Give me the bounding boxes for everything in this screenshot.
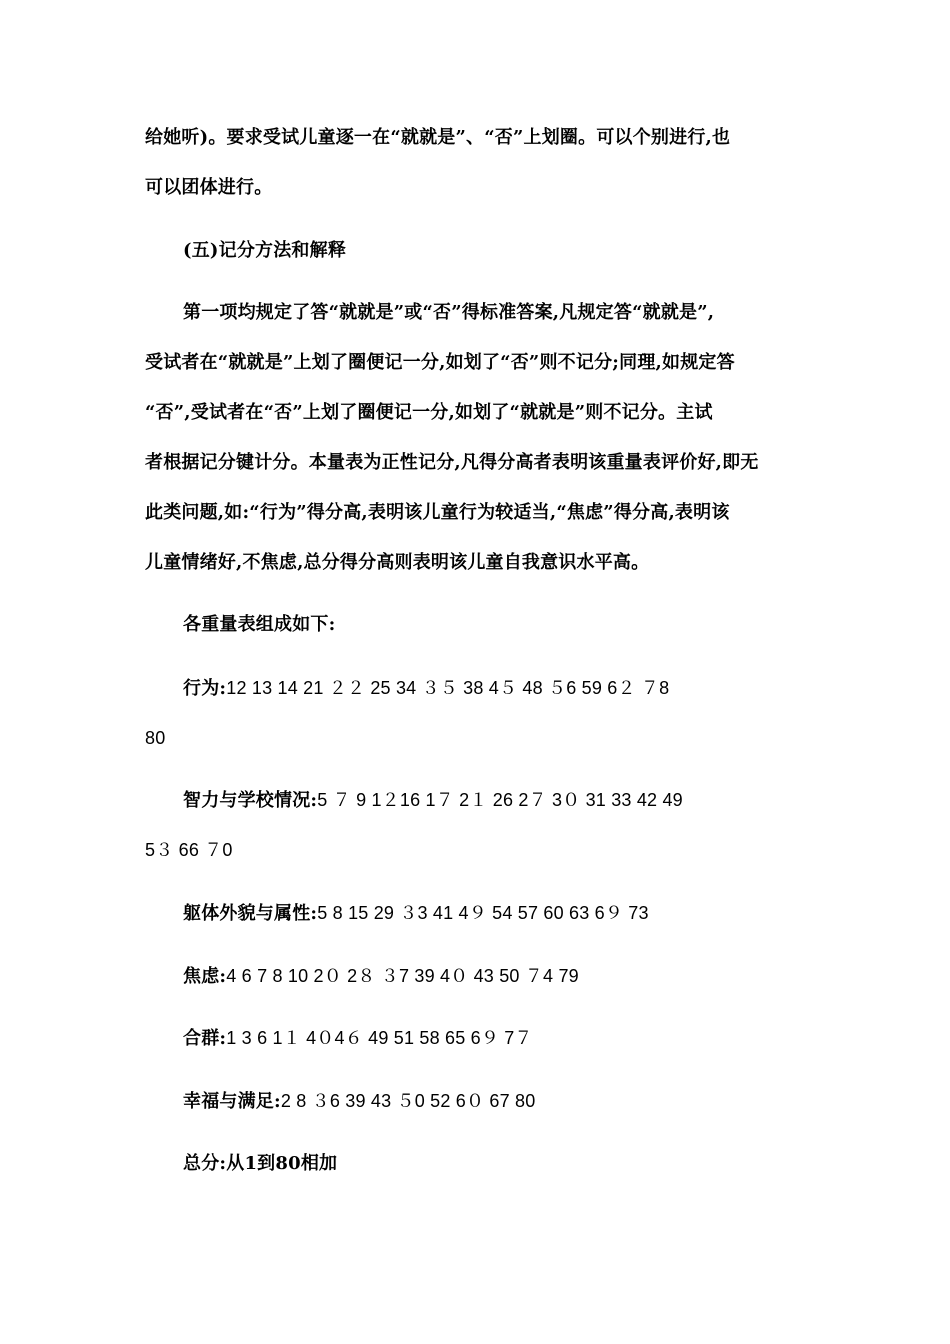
scale-label: 合群:	[183, 1028, 227, 1049]
scale-anxiety	[183, 965, 815, 988]
scales-intro: 各重量表组成如下:	[183, 614, 336, 635]
paragraph-line: 此类问题,如:“行为”得分高,表明该儿童行为较适当,“焦虑”得分高,表明该	[145, 502, 730, 523]
paragraph-line: 第一项均规定了答“就就是”或“否”得标准答案,凡规定答“就就是”,	[183, 302, 715, 323]
scale-items: 2 8 ３6 39 43 ５0 52 6０ 67 80	[280, 1091, 536, 1111]
scale-label: 焦虑:	[183, 966, 227, 987]
scale-behavior-cont: 80	[145, 728, 166, 748]
paragraph-line: 可以团体进行。	[145, 177, 273, 198]
scale-label: 行为:	[183, 678, 227, 699]
scale-items: 5 8 15 29 ３3 41 4９ 54 57 60 63 6９ 73	[317, 903, 649, 923]
paragraph-line: 受试者在“就就是”上划了圈便记一分,如划了“否”则不记分;同理,如规定答	[145, 352, 735, 373]
paragraph-line: 者根据记分键计分。本量表为正性记分,凡得分高者表明该重量表评价好,即无	[145, 452, 759, 473]
scale-intellect-cont: 5３ 66 ７0	[145, 840, 233, 860]
scale-popularity	[183, 1027, 815, 1050]
scale-items: 从1到80相加	[226, 1153, 338, 1174]
scale-label: 总分:	[183, 1153, 227, 1174]
scale-items: 1 3 6 1１ 4０4６ 49 51 58 65 6９ 7７	[226, 1028, 533, 1048]
scale-total	[183, 1153, 815, 1175]
scale-label: 躯体外貌与属性:	[183, 903, 318, 924]
paragraph-line: “否”,受试者在“否”上划了圈便记一分,如划了“就就是”则不记分。主试	[145, 402, 713, 423]
scale-label: 智力与学校情况:	[183, 790, 318, 811]
scale-label: 幸福与满足:	[183, 1091, 281, 1112]
scale-appearance	[183, 902, 815, 925]
scale-items: 12 13 14 21 ２２ 25 34 ３５ 38 4５ 48 ５6 59 6２ ７8	[226, 678, 670, 698]
scale-items: 5 ７ 9 1２16 1７ 2１ 26 2７ 3０ 31 33 42 49	[317, 790, 683, 810]
scale-happiness	[183, 1090, 815, 1113]
paragraph-line: 给她听)。要求受试儿童逐一在“就就是”、“否”上划圈。可以个别进行,也	[145, 127, 731, 148]
paragraph-line: 儿童情绪好,不焦虑,总分得分高则表明该儿童自我意识水平高。	[145, 552, 650, 573]
scale-items: 4 6 7 8 10 2０ 2８ ３7 39 4０ 43 50 ７4 79	[226, 966, 579, 986]
scale-intellect	[183, 789, 815, 812]
section-heading: (五)记分方法和解释	[183, 240, 347, 261]
scale-behavior	[183, 677, 815, 700]
